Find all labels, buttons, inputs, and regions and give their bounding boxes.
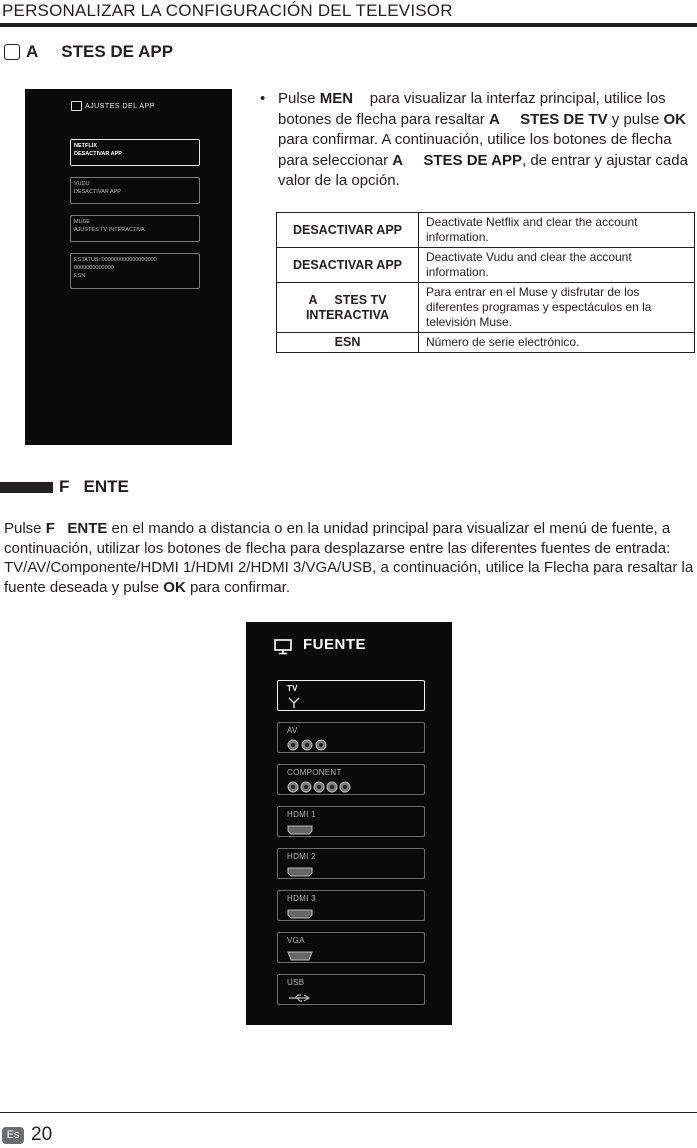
table-label-cell: DESACTIVAR APP [277,213,419,248]
instruction-bullet [260,89,693,192]
source-item[interactable] [277,722,425,753]
app-item-subtitle: 0000000000000 [74,265,114,271]
table-row [277,248,695,283]
heading-bar [0,482,53,493]
app-item-extra: ESN [74,273,86,279]
source-label: HDMI 3 [287,894,316,903]
bold-term: OK [163,578,186,596]
source-label: TV [287,684,298,693]
app-settings-item[interactable] [70,215,200,242]
monitor-icon [274,639,292,655]
source-item[interactable] [277,806,425,837]
screen-header: AJUSTES DEL APP [85,103,155,110]
table-label-cell: DESACTIVAR APP [277,248,419,283]
table-row [277,333,695,353]
app-settings-item[interactable] [70,177,200,204]
vga-port-icon [287,948,313,966]
text-run: y pulse [607,110,664,128]
app-item-subtitle: DESACTIVAR APP [74,189,121,195]
text-run: para visualizar la interfaz principal, utilice los botones de flecha para resaltar [278,90,670,128]
source-label: VGA [287,936,305,945]
settings-icon [71,101,82,111]
section-title-app-settings [4,42,173,62]
bold-term: A STES DE APP [392,151,522,169]
instruction-text [278,89,693,192]
page-number: 20 [31,1124,53,1145]
app-settings-screen [25,89,232,445]
table-label-cell: ESN [277,333,419,353]
bullet-marker: • [260,90,266,107]
table-row [277,283,695,333]
source-label: COMPONENT [287,768,342,777]
hdmi-port-icon [287,864,313,882]
source-item[interactable] [277,680,425,711]
source-label: AV [287,726,298,735]
page-header-title: PERSONALIZAR LA CONFIGURACIÓN DEL TELEVISOR [2,1,453,20]
text-run: para confirmar. [185,578,291,596]
bold-term: A STES DE TV [488,110,608,128]
antenna-icon [287,696,301,714]
app-item-title: VUDU [74,181,90,187]
source-item[interactable] [277,974,425,1005]
table-desc-cell: Deactivate Vudu and clear the account information. [419,248,695,283]
section-title-text: A STES DE APP [26,42,174,61]
table-label-cell: A STES TV INTERACTIVA [277,283,419,333]
source-item[interactable] [277,848,425,879]
app-item-title: MUSE [74,219,90,225]
footer-rule [0,1112,697,1113]
source-label: HDMI 1 [287,810,316,819]
app-settings-item[interactable] [70,253,200,289]
text-run: Pulse [278,90,320,107]
source-item[interactable] [277,890,425,921]
app-item-subtitle: AJUSTES TV INTERACTIVA [74,227,145,233]
source-menu-screen [246,622,452,1025]
bold-term: OK [663,110,686,128]
source-item[interactable] [277,764,425,795]
section-title-source [0,477,129,497]
hdmi-port-icon [287,822,313,840]
app-item-subtitle: DESACTIVAR APP [74,151,122,157]
bold-term: F ENTE [45,520,108,537]
table-desc-cell: Deactivate Netflix and clear the account information. [419,213,695,248]
source-label: HDMI 2 [287,852,316,861]
component-jacks-icon [287,780,359,798]
text-run: en el mando a distancia o en la unidad principal para visualizar el menú de fuente, a continuación, utilizar los botones de flecha para desplazarse entre las diferentes fuentes de entrada: TV/AV/Componente/HDMI 1/HDMI 2/HDMI 3/VGA/USB, a continuación, utilice la Flecha para resaltar la fuente deseada y pulse [4,520,697,596]
source-paragraph [4,519,697,597]
app-settings-item[interactable] [70,139,200,166]
app-item-title: ESTATUS: 000000000000000000 [74,257,157,263]
source-label: USB [287,978,305,987]
table-desc-cell: Para entrar en el Muse y disfrutar de los diferentes programas y espectáculos en la televisión Muse. [419,283,695,333]
bold-term: MEN [319,90,354,107]
rca-jacks-icon [287,738,335,756]
section-title-text: F ENTE [59,477,129,496]
table-desc-cell: Número de serie electrónico. [419,333,695,353]
app-item-title: NETFLIX [74,143,97,149]
source-item[interactable] [277,932,425,963]
source-menu-title: FUENTE [303,636,366,653]
language-badge: Es [2,1127,24,1144]
app-settings-table [276,212,695,353]
text-run: Pulse [4,520,46,537]
hdmi-port-icon [287,906,313,924]
text-run: , de entrar y ajustar cada valor de la opción. [278,151,693,189]
usb-icon [287,990,313,1008]
table-row [277,213,695,248]
text-run: para confirmar. A continuación, utilice los botones de flecha para seleccionar [278,110,691,169]
header-rule [0,23,697,27]
heading-box-icon [4,44,20,60]
